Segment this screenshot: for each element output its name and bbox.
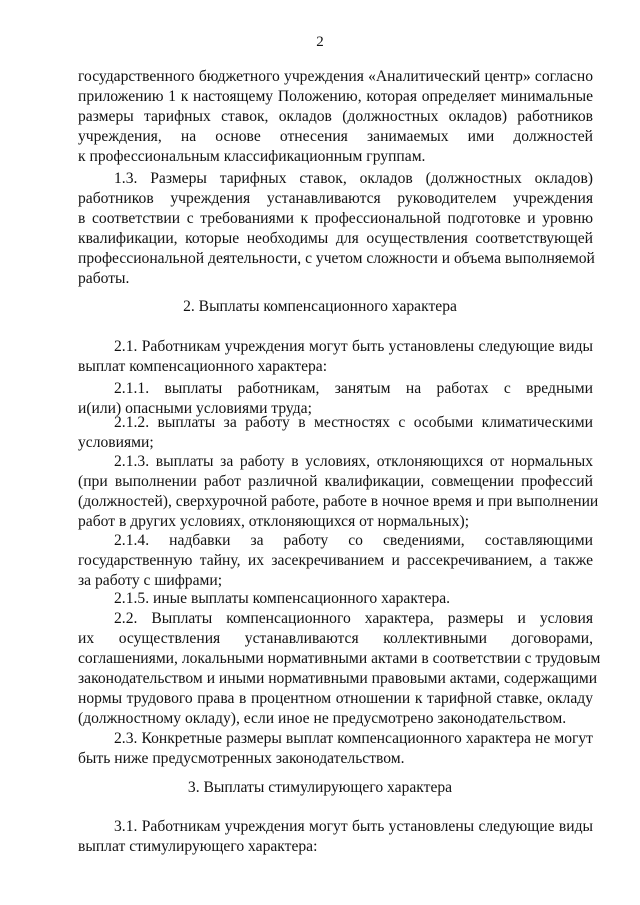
paragraph-2-2-line: нормы трудового права в процентном отношении к тарифной ставке, окладу xyxy=(78,690,593,707)
paragraph-2-1-2-line: 2.1.2. выплаты за работу в местностях с особыми климатическими xyxy=(114,414,593,431)
paragraph-2-3-line: 2.3. Конкретные размеры выплат компенсационного характера не могут xyxy=(114,730,593,747)
paragraph-2-2-line: их осуществления устанавливаются коллективными договорами, xyxy=(78,630,593,647)
paragraph-3-1-line: выплат стимулирующего характера: xyxy=(78,838,318,855)
paragraph-2-1-3-line: работ в других условиях, отклоняющихся от нормальных); xyxy=(78,513,470,530)
paragraph-2-1-3-line: (должностей), сверхурочной работе, работе в ночное время и при выполнении xyxy=(78,493,599,510)
paragraph-3-1-line: 3.1. Работникам учреждения могут быть установлены следующие виды xyxy=(114,818,593,835)
paragraph-1-3-line: квалификации, которые необходимы для осуществления соответствующей xyxy=(78,230,593,247)
paragraph-2-2-line: соглашениями, локальными нормативными актами в соответствии с трудовым xyxy=(78,650,601,667)
paragraph-2-1-line: выплат компенсационного характера: xyxy=(78,358,328,375)
paragraph-2-3-line: быть ниже предусмотренных законодательством. xyxy=(78,750,405,767)
paragraph-2-1-5-line: 2.1.5. иные выплаты компенсационного характера. xyxy=(114,590,451,607)
paragraph-1-3-line: в соответствии с требованиями к профессиональной подготовке и уровню xyxy=(78,210,593,227)
paragraph-2-1-4-line: 2.1.4. надбавки за работу со сведениями, составляющими xyxy=(114,532,593,549)
text-line: приложению 1 к настоящему Положению, которая определяет минимальные xyxy=(78,88,593,105)
paragraph-2-1-1-line: 2.1.1. выплаты работникам, занятым на работах с вредными xyxy=(114,380,593,397)
paragraph-2-2-line: (должностному окладу), если иное не предусмотрено законодательством. xyxy=(78,710,567,727)
paragraph-1-3-line: профессиональной деятельности, с учетом сложности и объема выполняемой xyxy=(78,250,595,267)
paragraph-2-1-4-line: государственную тайну, их засекречиванием и рассекречиванием, а также xyxy=(78,552,593,569)
section-heading-3: 3. Выплаты стимулирующего характера xyxy=(187,779,453,796)
paragraph-2-1-1-line: и(или) опасными условиями труда; xyxy=(78,400,312,417)
text-line: государственного бюджетного учреждения «Аналитический центр» согласно xyxy=(78,68,593,85)
paragraph-2-1-4-line: за работу с шифрами; xyxy=(78,572,223,589)
text-line: учреждения, на основе отнесения занимаемых ими должностей xyxy=(78,128,593,145)
paragraph-2-2-line: 2.2. Выплаты компенсационного характера, размеры и условия xyxy=(114,610,593,627)
page-number: 2 xyxy=(316,34,324,50)
paragraph-2-1-3-line: 2.1.3. выплаты за работу в условиях, отклоняющихся от нормальных xyxy=(114,453,593,470)
paragraph-2-1-2-line: условиями; xyxy=(78,434,154,451)
section-heading-2: 2. Выплаты компенсационного характера xyxy=(183,298,457,315)
paragraph-1-3-line: работников учреждения устанавливаются руководителем учреждения xyxy=(78,190,593,207)
paragraph-1-3-line: 1.3. Размеры тарифных ставок, окладов (должностных окладов) xyxy=(114,170,593,187)
text-line: к профессиональным классификационным группам. xyxy=(78,148,426,165)
paragraph-2-1-3-line: (при выполнении работ различной квалификации, совмещении профессий xyxy=(78,473,593,490)
paragraph-2-1-line: 2.1. Работникам учреждения могут быть установлены следующие виды xyxy=(114,338,593,355)
text-line: размеры тарифных ставок, окладов (должностных окладов) работников xyxy=(78,108,593,125)
paragraph-2-2-line: законодательством и иными нормативными правовыми актами, содержащими xyxy=(78,670,598,687)
paragraph-1-3-line: работы. xyxy=(78,270,130,287)
